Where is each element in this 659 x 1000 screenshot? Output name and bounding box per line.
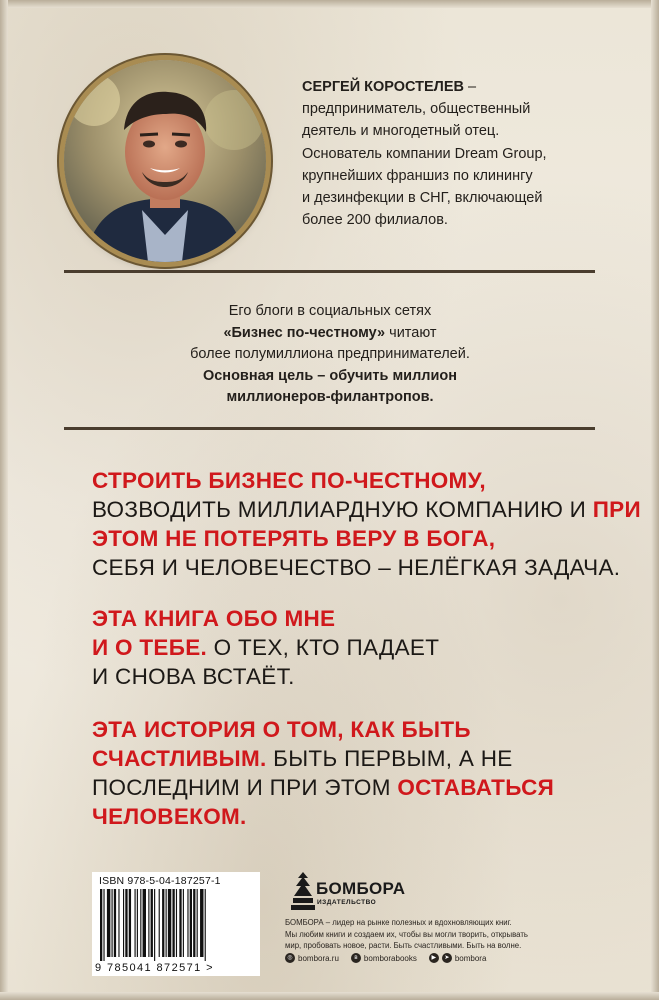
tagline-red-text: ЭТОМ НЕ ПОТЕРЯТЬ ВЕРУ В БОГА, — [92, 526, 496, 551]
telegram-icon: ➤ — [442, 953, 452, 963]
tagline-line — [92, 633, 592, 662]
tagline-plain-text: О ТЕХ, КТО ПАДАЕТ — [207, 635, 440, 660]
frame-left — [0, 0, 8, 1000]
barcode-bar — [166, 889, 167, 957]
publisher-brand: БОМБОРА — [316, 879, 406, 898]
blog-name: «Бизнес по-честному» — [223, 324, 386, 341]
social-link-website[interactable] — [285, 953, 339, 963]
author-bio — [302, 76, 642, 231]
barcode-bar — [187, 889, 188, 957]
web-icon: ◎ — [285, 953, 295, 963]
barcode-bar — [183, 889, 184, 957]
social-link-vk[interactable] — [351, 953, 417, 963]
barcode-bar — [190, 889, 192, 957]
tagline-paragraph-2 — [92, 604, 592, 691]
barcode-bar — [197, 889, 198, 957]
barcode-bar — [118, 889, 119, 957]
publisher-description — [285, 917, 585, 952]
barcode-bar — [151, 889, 153, 957]
tagline-plain-text: ПОСЛЕДНИМ И ПРИ ЭТОМ — [92, 775, 398, 800]
tagline-red-text: ОСТАВАТЬСЯ — [397, 775, 555, 800]
tagline-red-text: СТРОИТЬ БИЗНЕС ПО-ЧЕСТНОМУ, — [92, 468, 486, 493]
bio-line: Основатель компании Dream Group, — [302, 145, 547, 162]
barcode-bar — [125, 889, 127, 957]
tagline-line — [92, 495, 641, 524]
frame-bottom — [0, 992, 659, 1000]
publisher-line: БОМБОРА – лидер на рынке полезных и вдохновляющих книг. — [285, 918, 512, 927]
bio-line: деятель и многодетный отец. — [302, 123, 500, 140]
barcode-bar — [148, 889, 149, 957]
tagline-red-text: СЧАСТЛИВЫМ. — [92, 746, 267, 771]
barcode-bar — [129, 889, 131, 957]
barcode-bar — [168, 889, 171, 957]
author-portrait — [64, 60, 266, 262]
tagline-plain-text: И СНОВА ВСТАЁТ. — [92, 664, 295, 689]
barcode-bar — [162, 889, 164, 957]
bio-line: предприниматель, общественный — [302, 101, 531, 118]
publisher-subtitle: ИЗДАТЕЛЬСТВО — [317, 899, 377, 906]
social-label: bombora — [454, 953, 487, 963]
barcode-bar — [179, 889, 181, 957]
youtube-icon: ▶ — [429, 953, 439, 963]
frame-right — [651, 0, 659, 1000]
barcode-bar — [200, 889, 203, 957]
tagline-paragraph-3 — [92, 715, 592, 831]
isbn-number: ISBN 978-5-04-187257-1 — [99, 875, 221, 887]
tagline-paragraph-1 — [92, 466, 641, 582]
publisher-socials — [285, 953, 486, 963]
barcode-bar — [100, 889, 102, 961]
tagline-line — [92, 773, 592, 802]
barcode-bar — [137, 889, 138, 957]
blog-line — [100, 323, 560, 345]
author-photo-image — [64, 60, 266, 262]
frame-top — [0, 0, 659, 8]
barcode-bar — [135, 889, 136, 957]
barcode-bar — [154, 889, 155, 961]
author-name: СЕРГЕЙ КОРОСТЕЛЕВ — [302, 79, 464, 95]
bio-line: крупнейших франшиз по клинингу — [302, 167, 533, 184]
author-name-line — [302, 76, 642, 98]
tagline-red-text: ЭТА КНИГА ОБО МНЕ — [92, 606, 336, 631]
barcode-digits: 9 785041 872571 > — [95, 962, 214, 974]
isbn-barcode — [92, 872, 260, 976]
barcode-bar — [193, 889, 195, 957]
tagline-plain-text: ВОЗВОДИТЬ МИЛЛИАРДНУЮ КОМПАНИЮ И — [92, 497, 593, 522]
blog-line: более полумиллиона предпринимателей. — [190, 346, 470, 362]
barcode-bar — [159, 889, 160, 957]
tagline-plain-text: СЕБЯ И ЧЕЛОВЕЧЕСТВО – НЕЛЁГКАЯ ЗАДАЧА. — [92, 555, 621, 580]
barcode-bar — [103, 889, 104, 961]
blog-line-rest: читают — [385, 324, 437, 341]
divider-middle — [64, 427, 595, 430]
barcode-bar — [205, 889, 206, 961]
barcode-bar — [107, 889, 110, 957]
barcode-bar — [140, 889, 141, 957]
blog-goal-line: миллионеров-филантропов. — [226, 389, 434, 405]
barcode-bars — [100, 889, 252, 961]
divider-top — [64, 270, 595, 273]
publisher-line: Мы любим книги и создаем их, чтобы вы могли творить, открывать — [285, 929, 528, 939]
vk-icon: в — [351, 953, 361, 963]
bombora-logo-icon — [290, 870, 316, 912]
barcode-bar — [143, 889, 146, 957]
publisher-line: мир, пробовать новое, расти. Быть счастливыми. Быть на волне. — [285, 941, 522, 950]
barcode-bar — [112, 889, 113, 957]
tagline-red-text: ЧЕЛОВЕКОМ. — [92, 804, 247, 829]
tagline-plain-text: БЫТЬ ПЕРВЫМ, А НЕ — [266, 746, 513, 771]
barcode-bar — [123, 889, 124, 957]
blog-paragraph — [100, 301, 560, 409]
social-label: bomborabooks — [363, 953, 417, 963]
blog-goal-line: Основная цель – обучить миллион — [202, 367, 458, 384]
author-name-suffix: – — [464, 79, 477, 95]
barcode-bar — [176, 889, 177, 957]
barcode-bar — [114, 889, 116, 957]
social-link-youtube-telegram[interactable] — [429, 953, 487, 963]
tagline-red-text: ПРИ — [592, 497, 641, 522]
social-label: bombora.ru — [298, 953, 339, 963]
blog-line: Его блоги в социальных сетях — [228, 303, 432, 319]
barcode-bar — [172, 889, 174, 957]
tagline-line — [92, 744, 592, 773]
tagline-red-text: ЭТА ИСТОРИЯ О ТОМ, КАК БЫТЬ — [92, 717, 471, 742]
bio-line: и дезинфекции в СНГ, включающей — [302, 190, 543, 207]
tagline-red-text: И О ТЕБЕ. — [92, 635, 208, 660]
bio-line: более 200 филиалов. — [302, 212, 448, 229]
